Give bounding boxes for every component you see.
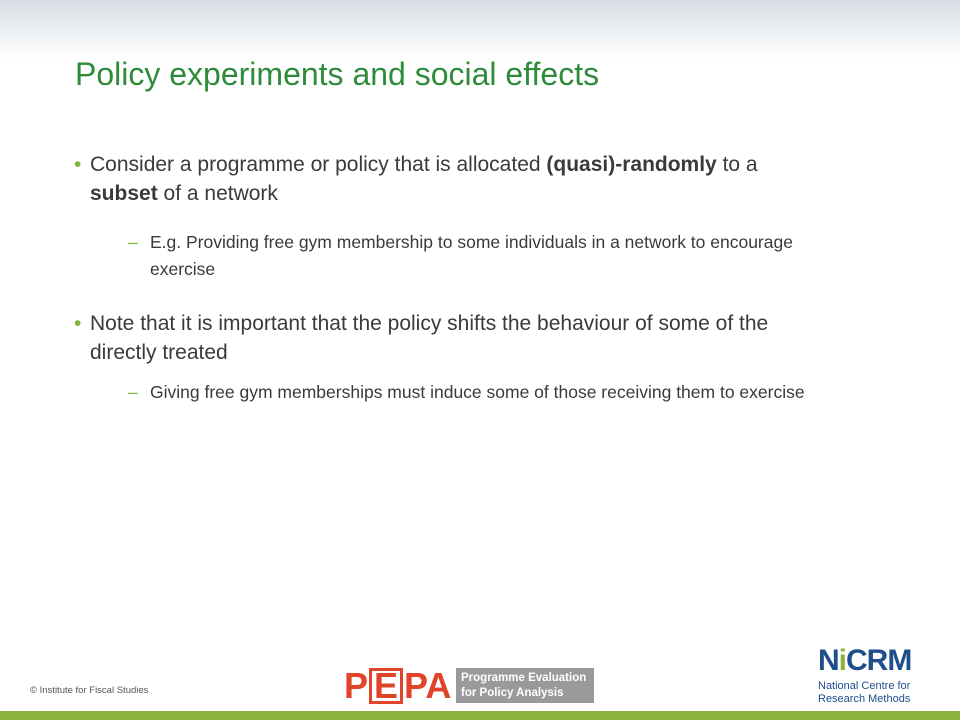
bullet-1-text-a: Consider a programme or policy that is allocated: [90, 153, 547, 176]
sub-bullet-2: [128, 379, 850, 406]
copyright-notice: © Institute for Fiscal Studies: [30, 685, 149, 696]
sub-bullet-2-text: Giving free gym memberships must induce some of those receiving them to exercise: [150, 382, 805, 402]
pepa-tagline-line2: for Policy Analysis: [461, 687, 564, 699]
slide-title: Policy experiments and social effects: [75, 56, 600, 92]
bullet-marker: •: [74, 153, 82, 176]
bullet-1-text-b: to a: [716, 153, 758, 176]
pepa-letter-e: E: [369, 668, 403, 704]
ncrm-logo: [818, 644, 938, 708]
pepa-letter-p: P: [344, 665, 369, 706]
sub-bullet-1-text: E.g. Providing free gym membership to some individuals in a network to encourage exercise: [150, 232, 793, 279]
ncrm-letter-n: N: [818, 644, 839, 677]
pepa-logo: [344, 666, 594, 706]
bullet-1: [74, 150, 830, 208]
bullet-2-text: Note that it is important that the policy shifts the behaviour of some of the directly treated: [90, 312, 769, 364]
pepa-logo-wordmark: [344, 666, 451, 706]
ncrm-subtitle-line2: Research Methods: [818, 693, 911, 705]
pepa-tagline-line1: Programme Evaluation: [461, 672, 587, 684]
bullet-2: [74, 309, 830, 367]
pepa-letters-pa: PA: [404, 665, 452, 706]
ncrm-logo-wordmark: [818, 644, 911, 678]
bullet-marker: •: [74, 312, 82, 335]
ncrm-subtitle-line1: National Centre for: [818, 680, 911, 692]
ncrm-logo-subtitle: [818, 680, 943, 706]
ncrm-letter-i: i: [838, 644, 847, 677]
bullet-1-emphasis-quasi: (quasi)-randomly: [546, 153, 717, 176]
bullet-1-emphasis-subset: subset: [90, 182, 158, 205]
sub-bullet-marker: –: [128, 232, 138, 252]
footer-accent-bar: [0, 711, 960, 720]
header-gradient: [0, 0, 960, 60]
ncrm-letters-crm: CRM: [846, 644, 912, 677]
sub-bullet-marker: –: [128, 382, 138, 402]
sub-bullet-1: [128, 229, 850, 283]
pepa-logo-tagline: [456, 668, 594, 703]
bullet-1-text-c: of a network: [157, 182, 278, 205]
